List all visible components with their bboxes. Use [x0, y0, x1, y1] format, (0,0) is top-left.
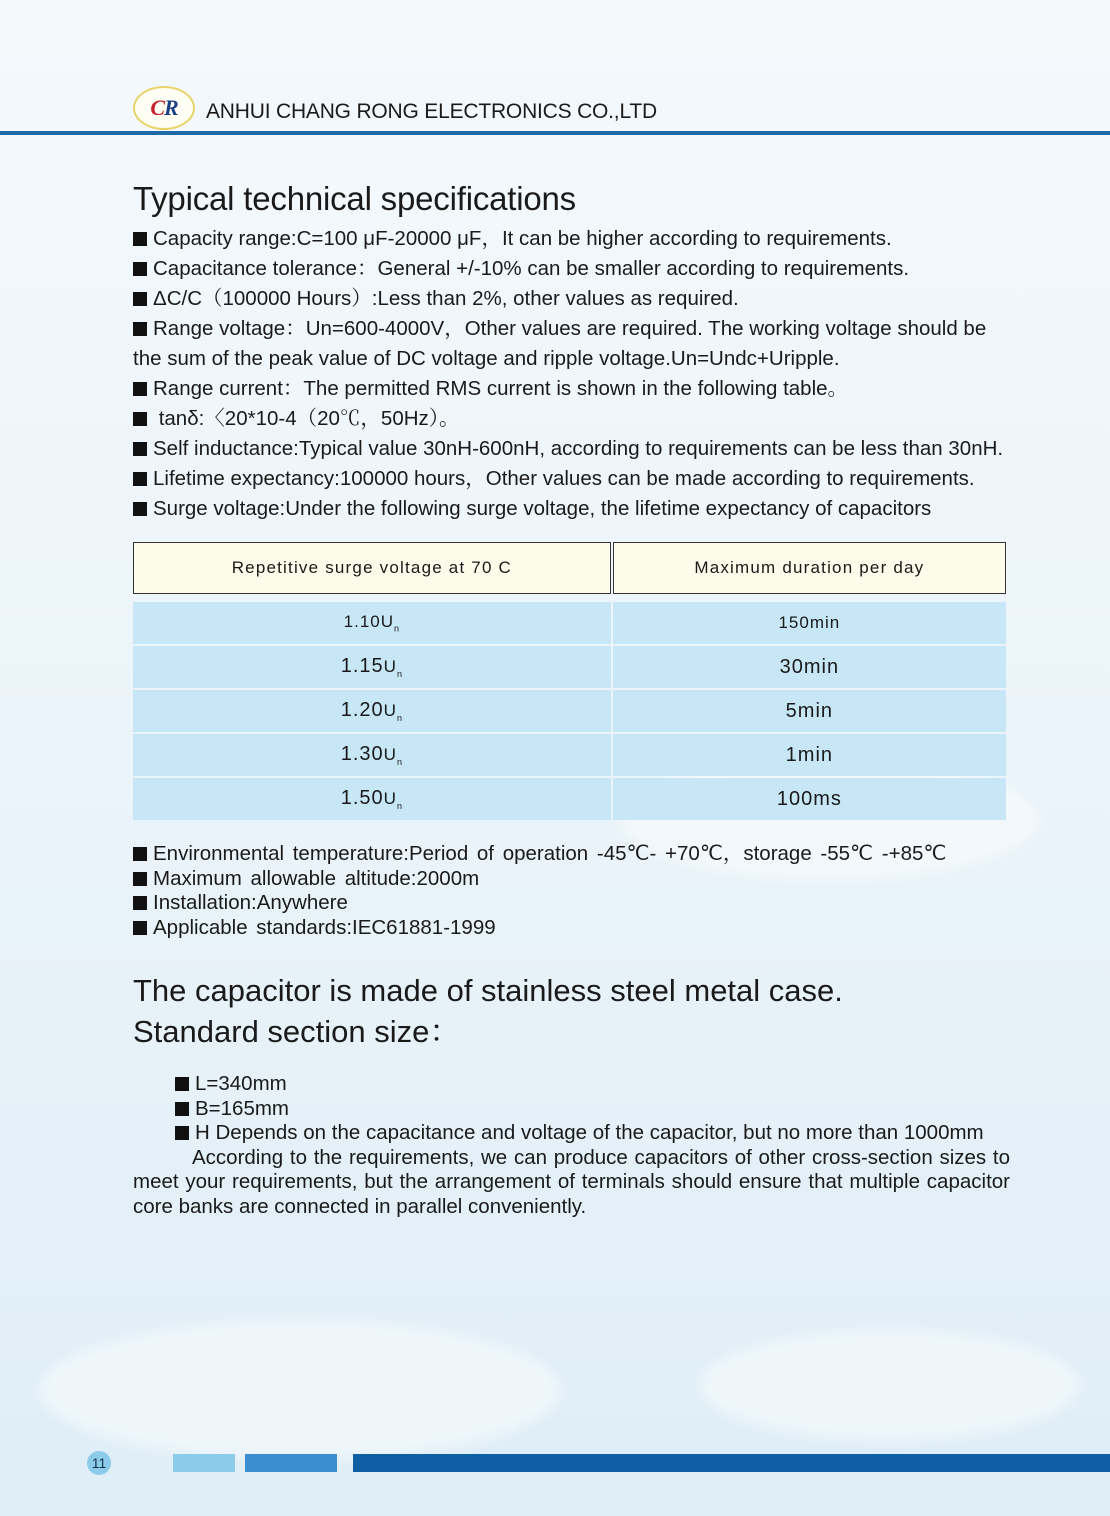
voltage-subscript: n [396, 801, 403, 811]
bullet-square-icon [133, 896, 147, 910]
cell-voltage [133, 602, 611, 644]
bullet-square-icon [133, 262, 147, 276]
cell-duration: 1min [613, 734, 1006, 776]
bullet-square-icon [133, 872, 147, 886]
voltage-subscript: n [396, 713, 403, 723]
spec-inductance-text: Self inductance:Typical value 30nH-600nH, according to requirements can be less than 30nH. [153, 437, 1004, 460]
bullet-square-icon [133, 382, 147, 396]
bullet-square-icon [133, 847, 147, 861]
company-logo [133, 86, 195, 130]
spec-current [133, 374, 1010, 404]
main-content [133, 180, 1010, 1219]
surge-voltage-table [131, 540, 1008, 822]
bullet-square-icon [133, 502, 147, 516]
cell-duration: 100ms [613, 778, 1006, 820]
table-row [133, 646, 1006, 688]
voltage-multiplier: 1.30 [340, 743, 384, 765]
bullet-square-icon [133, 322, 147, 336]
logo-letter-c: C [150, 95, 164, 120]
footer-bar-dark [353, 1454, 1110, 1472]
voltage-multiplier: 1.20 [340, 699, 384, 721]
size-breadth [133, 1097, 1010, 1122]
company-name: ANHUI CHANG RONG ELECTRONICS CO.,LTD [206, 100, 657, 123]
size-length [133, 1072, 1010, 1097]
size-breadth-text: B=165mm [195, 1096, 290, 1120]
env-installation-text: Installation:Anywhere [153, 891, 348, 914]
page-number: 11 [87, 1451, 111, 1475]
spec-capacity [133, 224, 1010, 254]
size-height [133, 1121, 1010, 1146]
env-standards-text: Applicable standards:IEC61881-1999 [153, 915, 496, 939]
logo-letter-r: R [164, 95, 178, 120]
size-height-text: H Depends on the capacitance and voltage of the capacitor, but no more than 1000mm [195, 1121, 984, 1144]
spec-inductance [133, 434, 1010, 464]
cell-voltage [133, 778, 611, 820]
spec-capacity-text: Capacity range:C=100 μF-20000 μF，It can be higher according to requirements. [153, 227, 892, 250]
voltage-unit: U [383, 745, 397, 764]
cell-duration: 5min [613, 690, 1006, 732]
background-cloud [40, 1320, 560, 1460]
footer-bar-mid [245, 1454, 337, 1472]
case-heading-line1: The capacitor is made of stainless steel metal case. [133, 973, 843, 1008]
voltage-unit: U [383, 701, 397, 720]
header-divider [0, 131, 1110, 135]
environment-specs [133, 842, 1010, 940]
env-temperature-text: Environmental temperature:Period of operation -45℃- +70℃，storage -55℃ -+85℃ [153, 842, 947, 865]
bullet-square-icon [133, 921, 147, 935]
table-row [133, 602, 1006, 644]
env-altitude-text: Maximum allowable altitude:2000m [153, 866, 480, 890]
footer-bar-light [173, 1454, 235, 1472]
column-header-duration: Maximum duration per day [613, 542, 1006, 594]
spec-voltage-text: Range voltage：Un=600-4000V，Other values are required. The working voltage should be the sum of the peak value of DC voltage and ripple voltage.Un=Undc+Uripple. [133, 317, 987, 370]
voltage-subscript: n [394, 623, 401, 634]
bullet-square-icon [133, 412, 147, 426]
size-length-text: L=340mm [195, 1072, 287, 1095]
spec-lifetime-text: Lifetime expectancy:100000 hours，Other values can be made according to requirements. [153, 467, 975, 490]
case-heading [133, 970, 1010, 1052]
bullet-square-icon [175, 1126, 189, 1140]
voltage-multiplier: 1.15 [340, 655, 384, 677]
voltage-unit: U [383, 789, 397, 808]
cell-duration: 150min [613, 602, 1006, 644]
spec-delta-text: ΔC/C（100000 Hours）:Less than 2%, other values as required. [153, 287, 739, 310]
case-heading-line2: Standard section size： [133, 1014, 461, 1049]
cell-voltage [133, 690, 611, 732]
size-note: According to the requirements, we can produce capacitors of other cross-section sizes to meet your requirements, but the arrangement of terminals should ensure that multiple capacitor core banks are connected in parallel conveniently. [133, 1145, 1010, 1218]
table-gap-cell [133, 596, 1006, 600]
page-header [0, 80, 1110, 136]
section-size-specs [133, 1072, 1010, 1219]
env-altitude [133, 867, 1010, 892]
spec-voltage [133, 314, 1010, 374]
spec-lifetime [133, 464, 1010, 494]
env-temperature [133, 842, 1010, 867]
bullet-square-icon [175, 1077, 189, 1091]
cell-duration: 30min [613, 646, 1006, 688]
bullet-square-icon [175, 1102, 189, 1116]
voltage-subscript: n [396, 757, 403, 767]
specs-title: Typical technical specifications [133, 180, 576, 217]
voltage-unit: U [383, 657, 397, 676]
cell-voltage [133, 646, 611, 688]
voltage-unit: U [380, 612, 395, 632]
spec-surge [133, 494, 1010, 524]
voltage-multiplier: 1.50 [340, 787, 384, 809]
env-standards [133, 916, 1010, 941]
column-header-voltage: Repetitive surge voltage at 70 C [133, 542, 611, 594]
spec-tolerance-text: Capacitance tolerance：General +/-10% can be smaller according to requirements. [153, 257, 910, 280]
table-row [133, 690, 1006, 732]
spec-current-text: Range current：The permitted RMS current is shown in the following table。 [153, 377, 849, 400]
table-gap [133, 596, 1006, 600]
table-row [133, 778, 1006, 820]
bullet-square-icon [133, 292, 147, 306]
voltage-multiplier: 1.10 [343, 612, 381, 632]
voltage-subscript: n [396, 669, 403, 679]
cell-voltage [133, 734, 611, 776]
bullet-square-icon [133, 442, 147, 456]
table-row [133, 734, 1006, 776]
spec-tan [133, 404, 1010, 434]
table-header-row [133, 542, 1006, 594]
spec-surge-text: Surge voltage:Under the following surge voltage, the lifetime expectancy of capacitors [153, 497, 932, 520]
bullet-square-icon [133, 232, 147, 246]
spec-tan-text: tanδ:〈20*10-4（20℃，50Hz）。 [153, 407, 460, 430]
env-installation [133, 891, 1010, 916]
spec-tolerance [133, 254, 1010, 284]
spec-delta [133, 284, 1010, 314]
background-cloud [700, 1330, 1080, 1440]
bullet-square-icon [133, 472, 147, 486]
